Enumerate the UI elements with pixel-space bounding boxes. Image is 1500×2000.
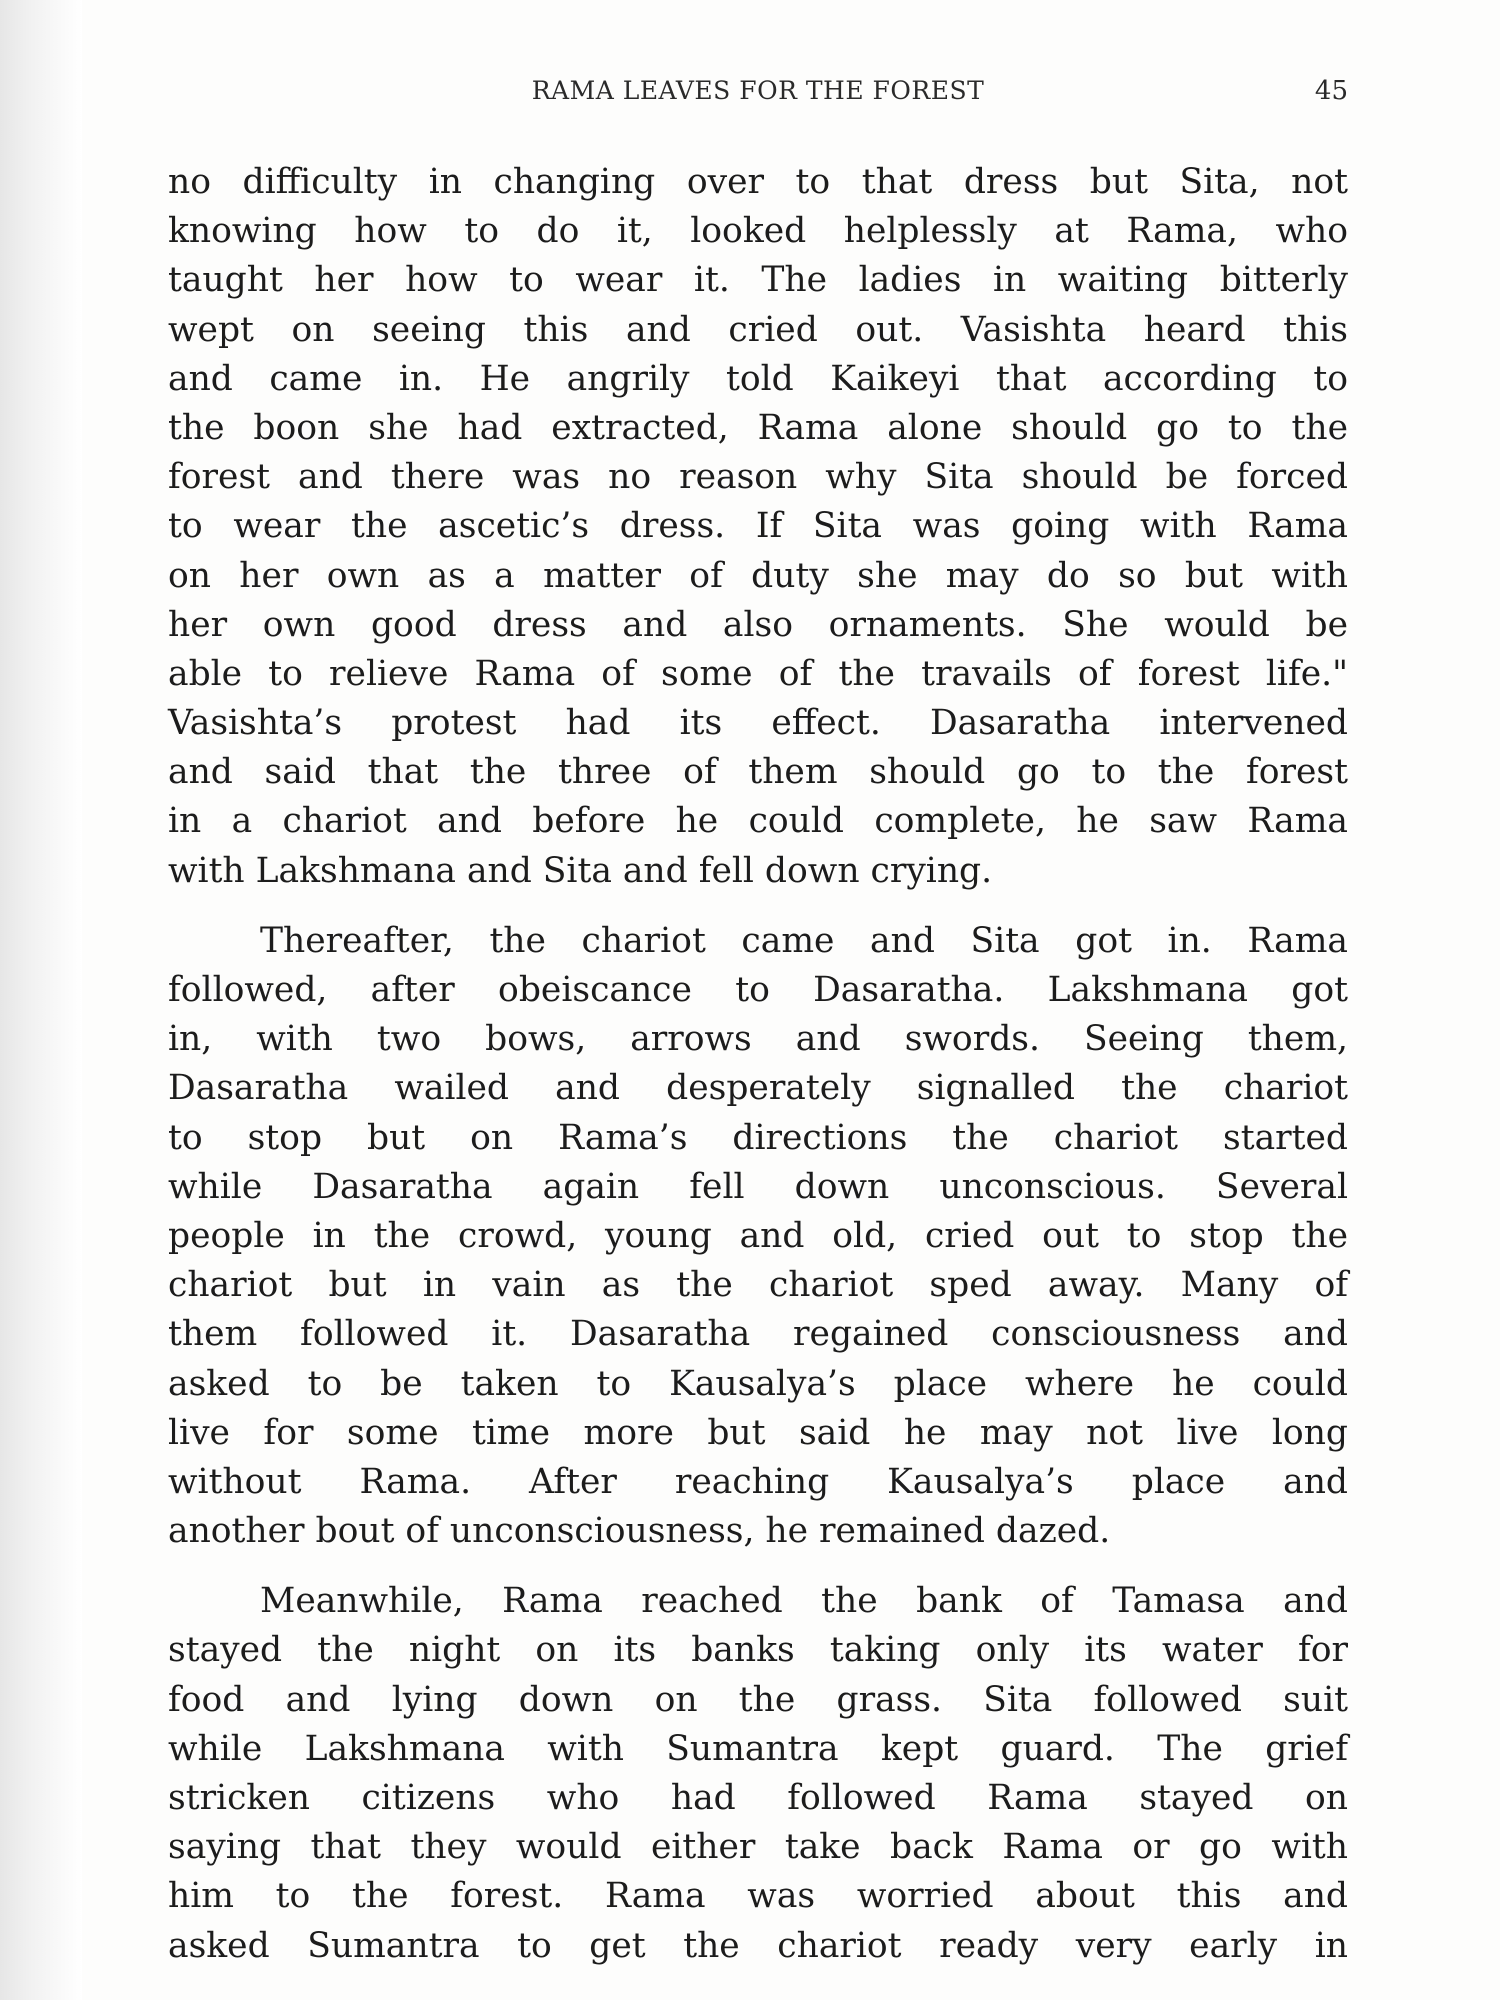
text-line: forest and there was no reason why Sita should be forced <box>168 457 1348 498</box>
text-line: Thereafter, the chariot came and Sita got in. Rama <box>260 920 1348 961</box>
text-line: Vasishta’s protest had its effect. Dasaratha intervened <box>168 703 1348 744</box>
text-line: while Lakshmana with Sumantra kept guard. The grief <box>168 1728 1348 1769</box>
text-line: another bout of unconsciousness, he remained dazed. <box>168 1511 1111 1552</box>
text-line: people in the crowd, young and old, cried out to stop the <box>168 1215 1348 1256</box>
text-line: to wear the ascetic’s dress. If Sita was going with Rama <box>168 506 1348 547</box>
text-line: Meanwhile, Rama reached the bank of Tamasa and <box>260 1581 1348 1622</box>
running-header <box>168 76 1348 110</box>
page-number: 45 <box>1314 76 1348 106</box>
paragraph-1 <box>168 158 1348 896</box>
text-line: asked to be taken to Kausalya’s place where he could <box>168 1363 1348 1404</box>
text-line: followed, after obeiscance to Dasaratha. Lakshmana got <box>168 970 1348 1010</box>
text-line: Dasaratha wailed and desperately signalled the chariot <box>168 1068 1348 1109</box>
text-line: asked Sumantra to get the chariot ready very early in <box>168 1925 1348 1966</box>
text-line: on her own as a matter of duty she may do so but with <box>168 555 1348 596</box>
text-line: saying that they would either take back Rama or go with <box>168 1827 1348 1868</box>
text-line: chariot but in vain as the chariot sped away. Many of <box>168 1265 1348 1306</box>
text-line: her own good dress and also ornaments. She would be <box>168 604 1348 645</box>
paragraph-2 <box>168 917 1348 1556</box>
running-title: RAMA LEAVES FOR THE FOREST <box>531 76 985 105</box>
text-line: in, with two bows, arrows and swords. Seeing them, <box>168 1019 1348 1060</box>
text-line: with Lakshmana and Sita and fell down crying. <box>168 850 993 891</box>
text-line: stayed the night on its banks taking only its water for <box>168 1630 1348 1671</box>
page-gutter-shadow <box>0 0 82 2000</box>
text-line: no difficulty in changing over to that dress but Sita, not <box>168 162 1348 202</box>
text-line: live for some time more but said he may not live long <box>168 1412 1348 1453</box>
text-line: to stop but on Rama’s directions the chariot started <box>168 1117 1348 1158</box>
text-line: knowing how to do it, looked helplessly at Rama, who <box>168 211 1348 252</box>
text-line: food and lying down on the grass. Sita followed suit <box>168 1679 1348 1720</box>
paragraph-3 <box>168 1577 1348 1971</box>
text-line: them followed it. Dasaratha regained consciousness and <box>168 1314 1348 1355</box>
body-text <box>168 158 1348 1971</box>
text-line: while Dasaratha again fell down unconscious. Several <box>168 1166 1348 1207</box>
text-line: without Rama. After reaching Kausalya’s place and <box>168 1461 1348 1502</box>
text-line: taught her how to wear it. The ladies in waiting bitterly <box>168 260 1348 301</box>
text-line: the boon she had extracted, Rama alone should go to the <box>168 407 1348 448</box>
text-line: and came in. He angrily told Kaikeyi that according to <box>168 358 1348 399</box>
text-line: and said that the three of them should go to the forest <box>168 752 1348 793</box>
text-line: him to the forest. Rama was worried about this and <box>168 1876 1348 1917</box>
text-line: stricken citizens who had followed Rama stayed on <box>168 1778 1348 1818</box>
text-line: wept on seeing this and cried out. Vasishta heard this <box>168 309 1348 350</box>
text-line: in a chariot and before he could complete, he saw Rama <box>168 801 1348 842</box>
text-line: able to relieve Rama of some of the travails of forest life." <box>168 653 1348 694</box>
